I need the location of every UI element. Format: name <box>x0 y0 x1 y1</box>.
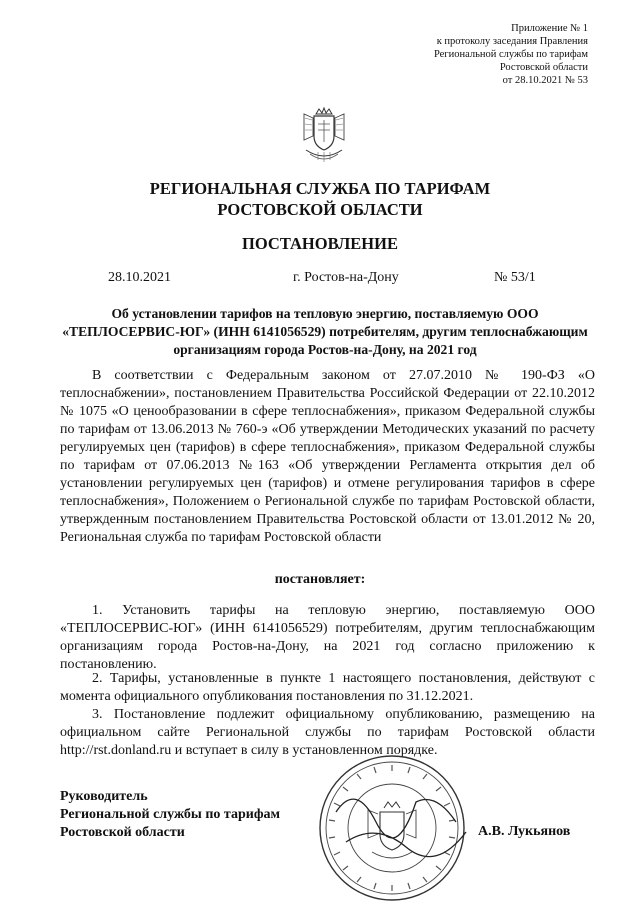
organization-line-1: РЕГИОНАЛЬНАЯ СЛУЖБА ПО ТАРИФАМ <box>149 179 491 198</box>
intro-paragraph: В соответствии с Федеральным законом от 27.07.2010 № 190-ФЗ «О теплоснабжении», постановлением Правительства Российской Федерации от 22.10.2012 № 1075 «О ценообразовании в сфере теплоснабжения», приказом Федеральной службы по тарифам от 13.06.2013 № 760-э «Об утверждении Методических указаний по расчету регулируемых цен (тарифов) в сфере теплоснабжения», приказом Федеральной службы по тарифам от 07.06.2013 №163 «Об утверждении Регламента открытия дел об установлении регулируемых цен (тарифов) и отмене регулирования тарифов в сфере теплоснабжения», Положением о Региональной службе по тарифам Ростовской области, утвержденным постановлением Правительства Ростовской области от 13.01.2012 № 20, Региональная служба по тарифам Ростовской области <box>60 368 595 545</box>
organization-line-2: РОСТОВСКОЙ ОБЛАСТИ <box>217 200 423 219</box>
document-number: № 53/1 <box>494 270 536 285</box>
document-subject: Об установлении тарифов на тепловую энергию, поставляемую ООО «ТЕПЛОСЕРВИС-ЮГ» (ИНН 6141056529) потребителям, другим теплоснабжающим организациям города Ростов-на-Дону, на 2021 год <box>62 306 588 357</box>
item-1: 1. Установить тарифы на тепловую энергию, поставляемую ООО «ТЕПЛОСЕРВИС-ЮГ» (ИНН 6141056529) потребителям, другим теплоснабжающим организациям города Ростов-на-Дону, на 2021 год согласно приложению к постановлению. <box>60 603 595 672</box>
signer-title-1: Руководитель <box>60 789 148 804</box>
round-seal-icon <box>316 752 468 904</box>
item-2: 2. Тарифы, установленные в пункте 1 настоящего постановления, действуют с момента официального опубликования постановления по 31.12.2021. <box>60 671 595 704</box>
document-city: г. Ростов-на-Дону <box>293 270 399 285</box>
organization-name <box>0 178 640 220</box>
signer-name: А.В. Лукьянов <box>478 824 571 839</box>
annex-line-5: от 28.10.2021 № 53 <box>502 75 588 86</box>
annex-line-1: Приложение № 1 <box>511 23 588 34</box>
coat-of-arms-icon <box>298 106 350 166</box>
signature-block <box>60 788 280 842</box>
annex-line-2: к протоколу заседания Правления <box>436 36 588 47</box>
document-type: ПОСТАНОВЛЕНИЕ <box>242 234 398 253</box>
signer-title-3: Ростовской области <box>60 825 185 840</box>
annex-line-3: Региональной службы по тарифам <box>433 49 588 60</box>
annex-line-4: Ростовской области <box>499 62 588 73</box>
decree-word: постановляет: <box>274 572 366 587</box>
item-3: 3. Постановление подлежит официальному опубликованию, размещению на официальном сайте Региональной службы по тарифам Ростовской области http://rst.donland.ru и вступает в силу в установленном порядке. <box>60 707 595 758</box>
signer-title-2: Региональной службы по тарифам <box>60 807 281 822</box>
annex-note <box>434 22 588 87</box>
document-date: 28.10.2021 <box>108 270 171 285</box>
